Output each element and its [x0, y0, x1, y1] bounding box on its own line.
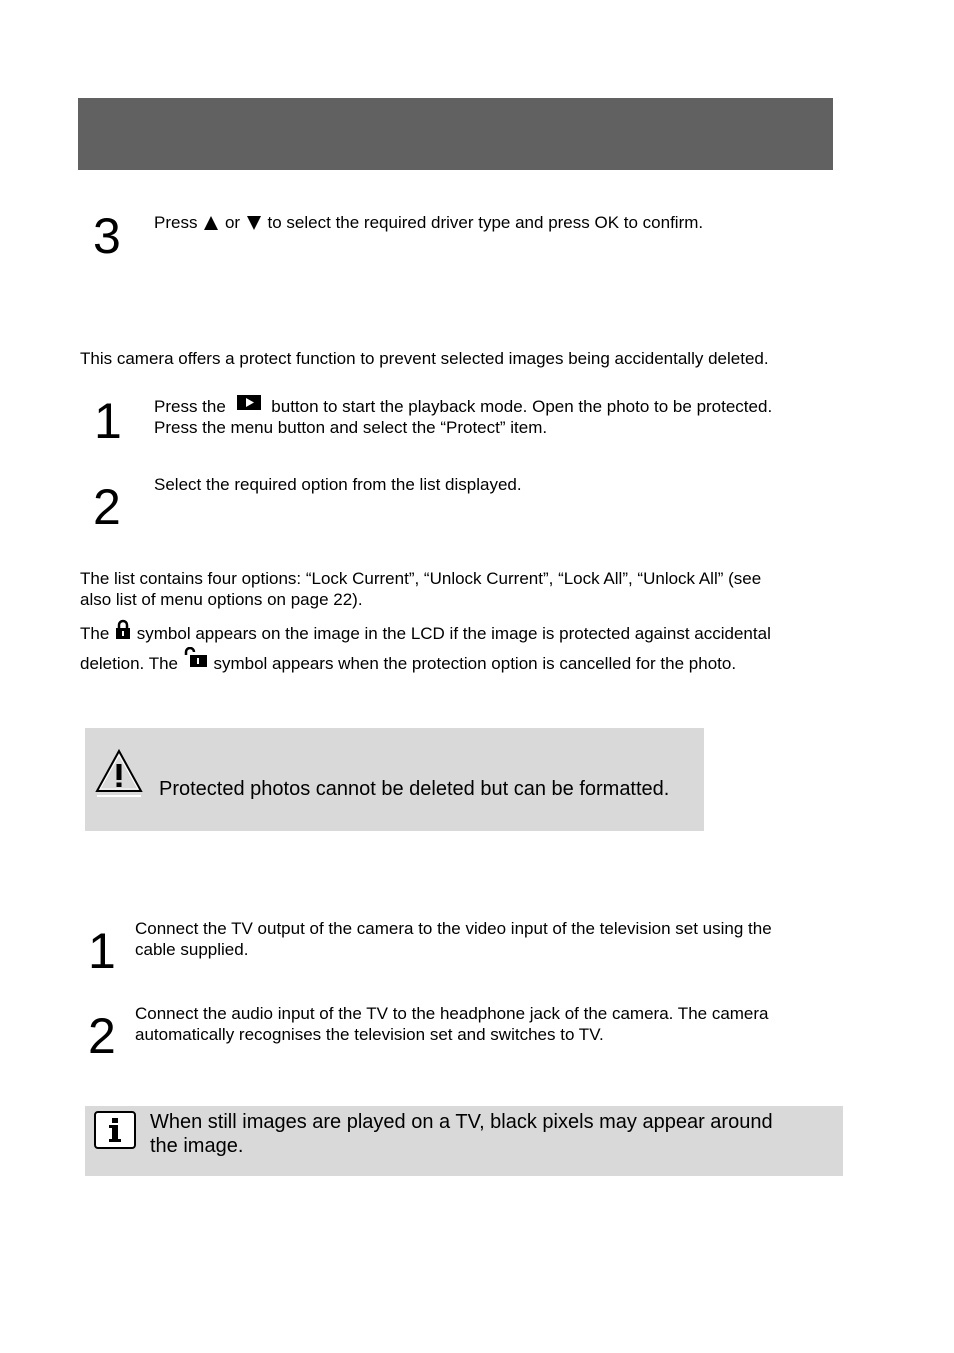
warning-note-box: [85, 728, 704, 831]
options-paragraph: The list contains four options: “Lock Current”, “Unlock Current”, “Lock All”, “Unlock All” (see also list of menu options on page 22).: [80, 569, 762, 609]
unlock-icon: [184, 647, 208, 675]
step-number: 3: [93, 208, 121, 264]
step-text: Connect the TV output of the camera to the video input of the television set using the cable supplied.: [135, 919, 772, 959]
info-icon: [93, 1110, 137, 1155]
playback-icon: [237, 394, 261, 415]
step-number: 2: [93, 479, 121, 535]
step-number: 1: [88, 923, 116, 979]
step-text: Press or to select the required driver type and press OK to confirm.: [154, 212, 703, 235]
warning-icon: [95, 748, 143, 805]
step-number: 1: [94, 393, 122, 449]
warning-text: Protected photos cannot be deleted but can be formatted.: [159, 778, 670, 800]
step-text: Select the required option from the list displayed.: [154, 475, 522, 494]
step-number: 2: [88, 1008, 116, 1064]
arrow-up-icon: [204, 214, 218, 235]
lock-paragraph: The symbol appears on the image in the LCD if the image is protected against accidental deletion. The symbol appears when the protection option is cancelled for the photo.: [80, 619, 771, 677]
step-text: Connect the audio input of the TV to the headphone jack of the camera. The camera automatically recognises the television set and switches to TV.: [135, 1004, 769, 1044]
protect-intro: This camera offers a protect function to prevent selected images being accidentally deleted.: [80, 349, 769, 368]
arrow-down-icon: [247, 214, 261, 235]
lock-icon: [115, 619, 131, 647]
info-note-box: [85, 1106, 843, 1176]
info-text: When still images are played on a TV, black pixels may appear around the image.: [150, 1111, 773, 1157]
step-text: Press the button to start the playback mode. Open the photo to be protected. Press the menu button and select the “Protect” item.: [154, 394, 772, 438]
section-header-bar: [78, 98, 833, 170]
